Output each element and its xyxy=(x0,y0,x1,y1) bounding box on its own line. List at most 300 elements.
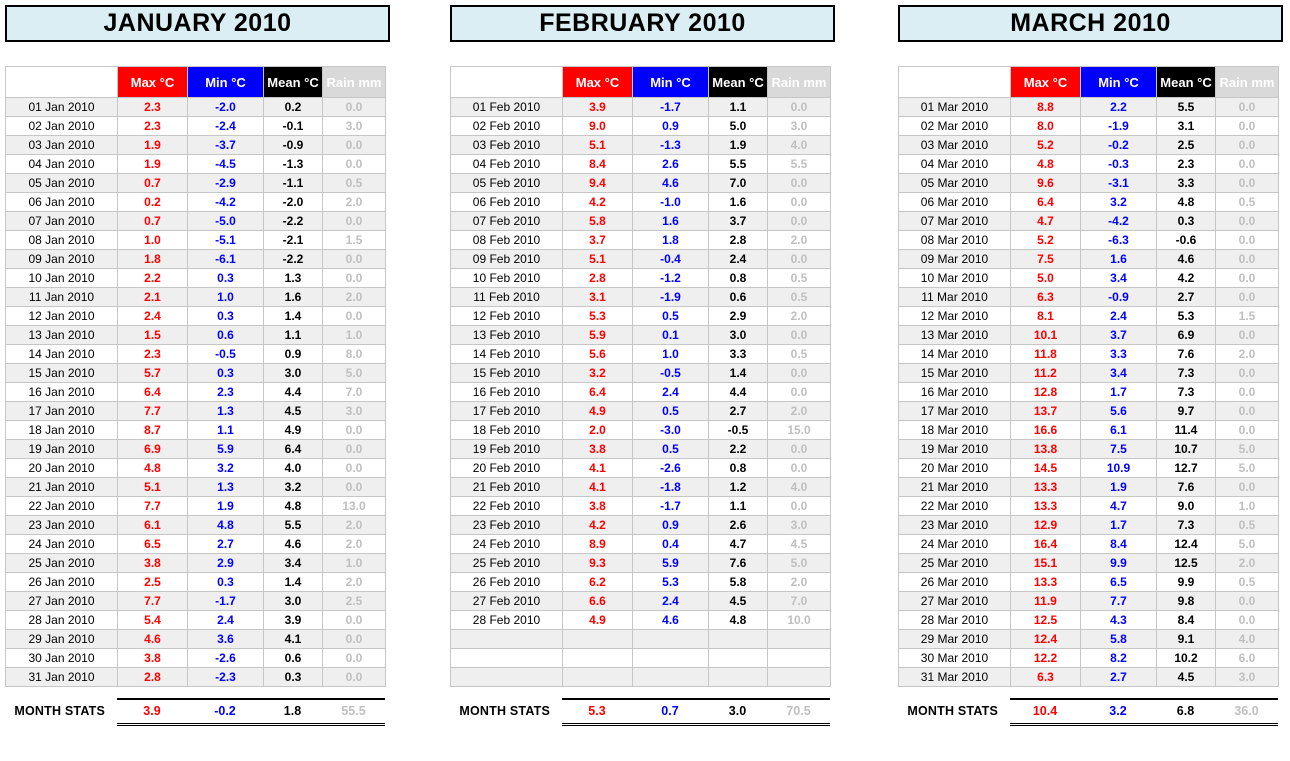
rain-cell xyxy=(768,630,831,649)
table-row xyxy=(6,193,386,212)
table-row xyxy=(6,326,386,345)
rain-cell: 7.0 xyxy=(323,383,386,402)
max-cell: 12.4 xyxy=(1011,630,1081,649)
table-row xyxy=(899,402,1279,421)
rain-cell: 0.0 xyxy=(768,250,831,269)
min-cell: 0.3 xyxy=(188,364,264,383)
date-cell: 16 Jan 2010 xyxy=(6,383,118,402)
date-cell: 12 Mar 2010 xyxy=(899,307,1011,326)
mean-cell: 3.0 xyxy=(709,326,768,345)
min-cell: 1.7 xyxy=(1081,516,1157,535)
min-cell: 7.7 xyxy=(1081,592,1157,611)
min-cell: 10.9 xyxy=(1081,459,1157,478)
date-cell: 27 Feb 2010 xyxy=(451,592,563,611)
date-cell: 26 Jan 2010 xyxy=(6,573,118,592)
date-cell: 29 Jan 2010 xyxy=(6,630,118,649)
month-stats-values xyxy=(1010,698,1278,726)
date-cell: 24 Jan 2010 xyxy=(6,535,118,554)
rain-cell: 0.0 xyxy=(1216,364,1279,383)
table-row xyxy=(6,611,386,630)
month-panel-march xyxy=(898,5,1283,726)
mean-cell: 4.8 xyxy=(1157,193,1216,212)
min-cell: -1.9 xyxy=(633,288,709,307)
min-cell: 0.4 xyxy=(633,535,709,554)
date-cell: 11 Feb 2010 xyxy=(451,288,563,307)
mean-cell: 9.1 xyxy=(1157,630,1216,649)
min-cell: 2.9 xyxy=(188,554,264,573)
min-cell: 0.3 xyxy=(188,269,264,288)
mean-cell: 11.4 xyxy=(1157,421,1216,440)
date-cell: 29 Mar 2010 xyxy=(899,630,1011,649)
max-cell: 12.8 xyxy=(1011,383,1081,402)
rain-cell: 0.0 xyxy=(1216,174,1279,193)
min-cell: -2.9 xyxy=(188,174,264,193)
rain-cell: 0.5 xyxy=(1216,573,1279,592)
mean-cell: 4.9 xyxy=(264,421,323,440)
date-cell: 10 Mar 2010 xyxy=(899,269,1011,288)
table-row xyxy=(899,649,1279,668)
min-cell: 1.1 xyxy=(188,421,264,440)
rain-cell: 0.0 xyxy=(768,440,831,459)
rain-cell: 0.0 xyxy=(768,459,831,478)
rain-cell: 2.0 xyxy=(1216,554,1279,573)
max-cell xyxy=(563,630,633,649)
max-cell: 11.8 xyxy=(1011,345,1081,364)
max-cell: 6.3 xyxy=(1011,668,1081,687)
max-cell: 5.8 xyxy=(563,212,633,231)
date-cell: 04 Mar 2010 xyxy=(899,155,1011,174)
header-row xyxy=(899,67,1279,98)
mean-cell: 0.9 xyxy=(264,345,323,364)
max-cell: 9.6 xyxy=(1011,174,1081,193)
date-cell: 14 Jan 2010 xyxy=(6,345,118,364)
table-row xyxy=(899,117,1279,136)
date-cell: 03 Mar 2010 xyxy=(899,136,1011,155)
mean-cell: 12.4 xyxy=(1157,535,1216,554)
mean-cell: 1.4 xyxy=(709,364,768,383)
mean-cell: 2.2 xyxy=(709,440,768,459)
date-cell: 17 Jan 2010 xyxy=(6,402,118,421)
mean-cell: 2.8 xyxy=(709,231,768,250)
rain-cell: 15.0 xyxy=(768,421,831,440)
date-cell: 15 Mar 2010 xyxy=(899,364,1011,383)
min-cell: 1.6 xyxy=(633,212,709,231)
mean-cell: 7.0 xyxy=(709,174,768,193)
mean-cell: 7.3 xyxy=(1157,383,1216,402)
table-row xyxy=(6,364,386,383)
stats-min-value: 3.2 xyxy=(1109,704,1127,718)
rain-cell: 0.0 xyxy=(323,136,386,155)
stats-max-value: 10.4 xyxy=(1032,704,1058,718)
month-stats-row xyxy=(450,698,835,726)
mean-cell: 3.4 xyxy=(264,554,323,573)
mean-cell: 3.7 xyxy=(709,212,768,231)
rain-cell: 0.0 xyxy=(323,440,386,459)
rain-cell: 13.0 xyxy=(323,497,386,516)
max-cell: 4.7 xyxy=(1011,212,1081,231)
mean-cell xyxy=(709,668,768,687)
mean-cell: 4.5 xyxy=(1157,668,1216,687)
min-cell: 5.3 xyxy=(633,573,709,592)
column-header-min: Min °C xyxy=(1081,67,1157,98)
max-cell: 3.8 xyxy=(563,440,633,459)
column-header-mean: Mean °C xyxy=(709,67,768,98)
max-cell: 1.8 xyxy=(118,250,188,269)
min-cell: 0.5 xyxy=(633,440,709,459)
table-row xyxy=(899,345,1279,364)
max-cell: 2.1 xyxy=(118,288,188,307)
date-cell: 31 Mar 2010 xyxy=(899,668,1011,687)
rain-cell: 0.0 xyxy=(323,212,386,231)
mean-cell xyxy=(709,649,768,668)
table-row xyxy=(451,573,831,592)
mean-cell: -2.2 xyxy=(264,250,323,269)
date-cell: 07 Mar 2010 xyxy=(899,212,1011,231)
table-row xyxy=(6,212,386,231)
table-row xyxy=(899,383,1279,402)
rain-cell: 5.0 xyxy=(1216,459,1279,478)
min-cell: -0.2 xyxy=(1081,136,1157,155)
mean-cell: 3.0 xyxy=(264,592,323,611)
table-row xyxy=(899,668,1279,687)
min-cell: 4.8 xyxy=(188,516,264,535)
max-cell: 4.6 xyxy=(118,630,188,649)
min-cell: 2.7 xyxy=(188,535,264,554)
date-cell: 23 Jan 2010 xyxy=(6,516,118,535)
mean-cell: 9.8 xyxy=(1157,592,1216,611)
mean-cell: 6.9 xyxy=(1157,326,1216,345)
date-cell: 19 Jan 2010 xyxy=(6,440,118,459)
max-cell: 5.7 xyxy=(118,364,188,383)
date-cell: 05 Mar 2010 xyxy=(899,174,1011,193)
max-cell: 6.2 xyxy=(563,573,633,592)
min-cell: 1.7 xyxy=(1081,383,1157,402)
min-cell: 5.9 xyxy=(188,440,264,459)
max-cell xyxy=(563,668,633,687)
mean-cell: 2.6 xyxy=(709,516,768,535)
max-cell: 3.2 xyxy=(563,364,633,383)
max-cell: 6.4 xyxy=(1011,193,1081,212)
date-cell: 14 Feb 2010 xyxy=(451,345,563,364)
rain-cell: 1.0 xyxy=(323,554,386,573)
stats-min-value: -0.2 xyxy=(214,704,236,718)
mean-cell: 9.0 xyxy=(1157,497,1216,516)
mean-cell: 2.7 xyxy=(1157,288,1216,307)
rain-cell: 0.0 xyxy=(323,611,386,630)
max-cell: 9.4 xyxy=(563,174,633,193)
date-cell: 06 Feb 2010 xyxy=(451,193,563,212)
mean-cell: -0.6 xyxy=(1157,231,1216,250)
max-cell: 1.5 xyxy=(118,326,188,345)
max-cell: 12.9 xyxy=(1011,516,1081,535)
max-cell: 0.7 xyxy=(118,174,188,193)
mean-cell: 5.0 xyxy=(709,117,768,136)
table-row xyxy=(6,345,386,364)
max-cell: 1.0 xyxy=(118,231,188,250)
mean-cell: 0.3 xyxy=(264,668,323,687)
min-cell: 0.9 xyxy=(633,117,709,136)
stats-min-value: 0.7 xyxy=(661,704,679,718)
table-row xyxy=(451,364,831,383)
table-row xyxy=(6,649,386,668)
min-cell: 0.3 xyxy=(188,307,264,326)
mean-cell xyxy=(709,630,768,649)
date-cell: 25 Jan 2010 xyxy=(6,554,118,573)
max-cell: 3.8 xyxy=(118,554,188,573)
min-cell: 1.9 xyxy=(188,497,264,516)
column-header-mean: Mean °C xyxy=(1157,67,1216,98)
min-cell: -0.9 xyxy=(1081,288,1157,307)
min-cell: 0.5 xyxy=(633,402,709,421)
table-row xyxy=(6,459,386,478)
min-cell: -5.1 xyxy=(188,231,264,250)
max-cell: 4.9 xyxy=(563,402,633,421)
rain-cell: 0.5 xyxy=(768,269,831,288)
month-panel-february xyxy=(450,5,835,726)
rain-cell: 5.5 xyxy=(768,155,831,174)
date-cell: 19 Mar 2010 xyxy=(899,440,1011,459)
max-cell: 0.7 xyxy=(118,212,188,231)
max-cell: 6.6 xyxy=(563,592,633,611)
table-row xyxy=(451,668,831,687)
mean-cell: 4.0 xyxy=(264,459,323,478)
table-row xyxy=(6,383,386,402)
rain-cell: 3.0 xyxy=(323,402,386,421)
rain-cell: 2.0 xyxy=(1216,345,1279,364)
month-stats-row xyxy=(898,698,1283,726)
rain-cell: 3.0 xyxy=(323,117,386,136)
min-cell: 3.6 xyxy=(188,630,264,649)
table-row xyxy=(451,136,831,155)
max-cell: 4.1 xyxy=(563,459,633,478)
date-cell: 28 Mar 2010 xyxy=(899,611,1011,630)
min-cell: 1.0 xyxy=(633,345,709,364)
date-cell: 17 Feb 2010 xyxy=(451,402,563,421)
min-cell xyxy=(633,649,709,668)
column-header-date: Date xyxy=(899,67,1011,98)
table-row xyxy=(451,630,831,649)
table-row xyxy=(451,421,831,440)
rain-cell: 0.0 xyxy=(768,497,831,516)
rain-cell: 0.0 xyxy=(323,478,386,497)
table-row xyxy=(899,98,1279,117)
table-row xyxy=(899,630,1279,649)
mean-cell: 0.6 xyxy=(709,288,768,307)
stats-rain-value: 36.0 xyxy=(1234,704,1259,718)
table-row xyxy=(6,497,386,516)
mean-cell: 4.1 xyxy=(264,630,323,649)
max-cell: 6.3 xyxy=(1011,288,1081,307)
max-cell: 12.2 xyxy=(1011,649,1081,668)
rain-cell: 0.5 xyxy=(1216,516,1279,535)
min-cell: -1.3 xyxy=(633,136,709,155)
header-row xyxy=(6,67,386,98)
rain-cell: 0.0 xyxy=(1216,212,1279,231)
table-row xyxy=(899,250,1279,269)
date-cell: 04 Feb 2010 xyxy=(451,155,563,174)
max-cell: 7.7 xyxy=(118,402,188,421)
date-cell: 23 Feb 2010 xyxy=(451,516,563,535)
table-row xyxy=(6,269,386,288)
min-cell xyxy=(633,630,709,649)
table-row xyxy=(899,364,1279,383)
date-cell: 21 Feb 2010 xyxy=(451,478,563,497)
table-row xyxy=(451,155,831,174)
column-header-max: Max °C xyxy=(563,67,633,98)
date-cell: 08 Jan 2010 xyxy=(6,231,118,250)
max-cell: 10.1 xyxy=(1011,326,1081,345)
date-cell: 25 Mar 2010 xyxy=(899,554,1011,573)
rain-cell: 0.0 xyxy=(1216,611,1279,630)
mean-cell: 4.5 xyxy=(709,592,768,611)
min-cell: -0.3 xyxy=(1081,155,1157,174)
rain-cell: 0.0 xyxy=(323,421,386,440)
date-cell: 15 Jan 2010 xyxy=(6,364,118,383)
min-cell: 5.6 xyxy=(1081,402,1157,421)
min-cell: 5.9 xyxy=(633,554,709,573)
date-cell: 16 Mar 2010 xyxy=(899,383,1011,402)
max-cell: 8.7 xyxy=(118,421,188,440)
min-cell: 1.6 xyxy=(1081,250,1157,269)
max-cell: 12.5 xyxy=(1011,611,1081,630)
rain-cell: 1.0 xyxy=(323,326,386,345)
mean-cell: 0.3 xyxy=(1157,212,1216,231)
date-cell: 21 Mar 2010 xyxy=(899,478,1011,497)
date-cell: 27 Mar 2010 xyxy=(899,592,1011,611)
table-row xyxy=(451,383,831,402)
mean-cell: 7.3 xyxy=(1157,516,1216,535)
min-cell: 1.3 xyxy=(188,478,264,497)
table-row xyxy=(899,516,1279,535)
mean-cell: 4.7 xyxy=(709,535,768,554)
max-cell: 4.2 xyxy=(563,516,633,535)
table-row xyxy=(451,193,831,212)
rain-cell: 2.0 xyxy=(768,573,831,592)
mean-cell: 10.2 xyxy=(1157,649,1216,668)
date-cell: 27 Jan 2010 xyxy=(6,592,118,611)
max-cell: 3.8 xyxy=(563,497,633,516)
rain-cell: 0.0 xyxy=(1216,117,1279,136)
date-cell: 13 Jan 2010 xyxy=(6,326,118,345)
rain-cell: 2.0 xyxy=(768,307,831,326)
max-cell: 13.3 xyxy=(1011,497,1081,516)
max-cell: 7.5 xyxy=(1011,250,1081,269)
table-row xyxy=(451,611,831,630)
table-row xyxy=(899,193,1279,212)
mean-cell: 0.6 xyxy=(264,649,323,668)
mean-cell: 1.3 xyxy=(264,269,323,288)
max-cell: 13.8 xyxy=(1011,440,1081,459)
table-row xyxy=(899,497,1279,516)
min-cell: 2.3 xyxy=(188,383,264,402)
column-header-rain: Rain mm xyxy=(323,67,386,98)
mean-cell: 2.3 xyxy=(1157,155,1216,174)
max-cell: 11.9 xyxy=(1011,592,1081,611)
date-cell: 22 Jan 2010 xyxy=(6,497,118,516)
min-cell: -1.9 xyxy=(1081,117,1157,136)
rain-cell: 0.5 xyxy=(323,174,386,193)
min-cell: 2.2 xyxy=(1081,98,1157,117)
max-cell: 0.2 xyxy=(118,193,188,212)
min-cell: 2.6 xyxy=(633,155,709,174)
rain-cell: 2.0 xyxy=(323,573,386,592)
table-row xyxy=(451,250,831,269)
max-cell: 1.9 xyxy=(118,136,188,155)
min-cell: 0.1 xyxy=(633,326,709,345)
date-cell: 12 Feb 2010 xyxy=(451,307,563,326)
max-cell: 14.5 xyxy=(1011,459,1081,478)
max-cell: 7.7 xyxy=(118,592,188,611)
table-row xyxy=(6,592,386,611)
column-header-max: Max °C xyxy=(1011,67,1081,98)
rain-cell: 3.0 xyxy=(768,516,831,535)
stats-rain-value: 55.5 xyxy=(341,704,366,718)
max-cell: 13.3 xyxy=(1011,478,1081,497)
min-cell: -6.3 xyxy=(1081,231,1157,250)
month-stats-label: MONTH STATS xyxy=(907,704,998,718)
date-cell: 21 Jan 2010 xyxy=(6,478,118,497)
min-cell: 4.7 xyxy=(1081,497,1157,516)
rain-cell: 2.5 xyxy=(323,592,386,611)
rain-cell: 0.0 xyxy=(1216,98,1279,117)
mean-cell: 3.0 xyxy=(264,364,323,383)
date-cell: 20 Feb 2010 xyxy=(451,459,563,478)
min-cell: -2.6 xyxy=(188,649,264,668)
max-cell: 2.8 xyxy=(563,269,633,288)
rain-cell: 1.5 xyxy=(1216,307,1279,326)
date-cell: 14 Mar 2010 xyxy=(899,345,1011,364)
date-cell: 17 Mar 2010 xyxy=(899,402,1011,421)
table-row xyxy=(451,554,831,573)
rain-cell: 0.5 xyxy=(1216,193,1279,212)
mean-cell: 7.6 xyxy=(1157,345,1216,364)
rain-cell: 0.0 xyxy=(768,193,831,212)
table-row xyxy=(899,174,1279,193)
date-cell: 13 Mar 2010 xyxy=(899,326,1011,345)
table-row xyxy=(899,212,1279,231)
mean-cell: 0.8 xyxy=(709,459,768,478)
date-cell: 08 Feb 2010 xyxy=(451,231,563,250)
mean-cell: 9.7 xyxy=(1157,402,1216,421)
max-cell: 13.3 xyxy=(1011,573,1081,592)
min-cell: -4.2 xyxy=(188,193,264,212)
rain-cell: 0.0 xyxy=(1216,402,1279,421)
max-cell: 3.1 xyxy=(563,288,633,307)
month-panel-january xyxy=(5,5,390,726)
month-stats-label: MONTH STATS xyxy=(459,704,550,718)
date-cell: 13 Feb 2010 xyxy=(451,326,563,345)
mean-cell: 1.1 xyxy=(709,497,768,516)
rain-cell: 0.0 xyxy=(1216,155,1279,174)
table-row xyxy=(899,269,1279,288)
min-cell: -2.6 xyxy=(633,459,709,478)
max-cell: 5.0 xyxy=(1011,269,1081,288)
rain-cell: 5.0 xyxy=(768,554,831,573)
max-cell: 5.1 xyxy=(563,250,633,269)
max-cell: 5.3 xyxy=(563,307,633,326)
table-row xyxy=(899,288,1279,307)
min-cell: 1.9 xyxy=(1081,478,1157,497)
table-row xyxy=(6,117,386,136)
max-cell: 4.9 xyxy=(563,611,633,630)
max-cell: 2.4 xyxy=(118,307,188,326)
rain-cell: 0.0 xyxy=(323,307,386,326)
rain-cell: 0.0 xyxy=(1216,136,1279,155)
max-cell xyxy=(563,649,633,668)
min-cell xyxy=(633,668,709,687)
mean-cell: 1.9 xyxy=(709,136,768,155)
date-cell: 26 Feb 2010 xyxy=(451,573,563,592)
